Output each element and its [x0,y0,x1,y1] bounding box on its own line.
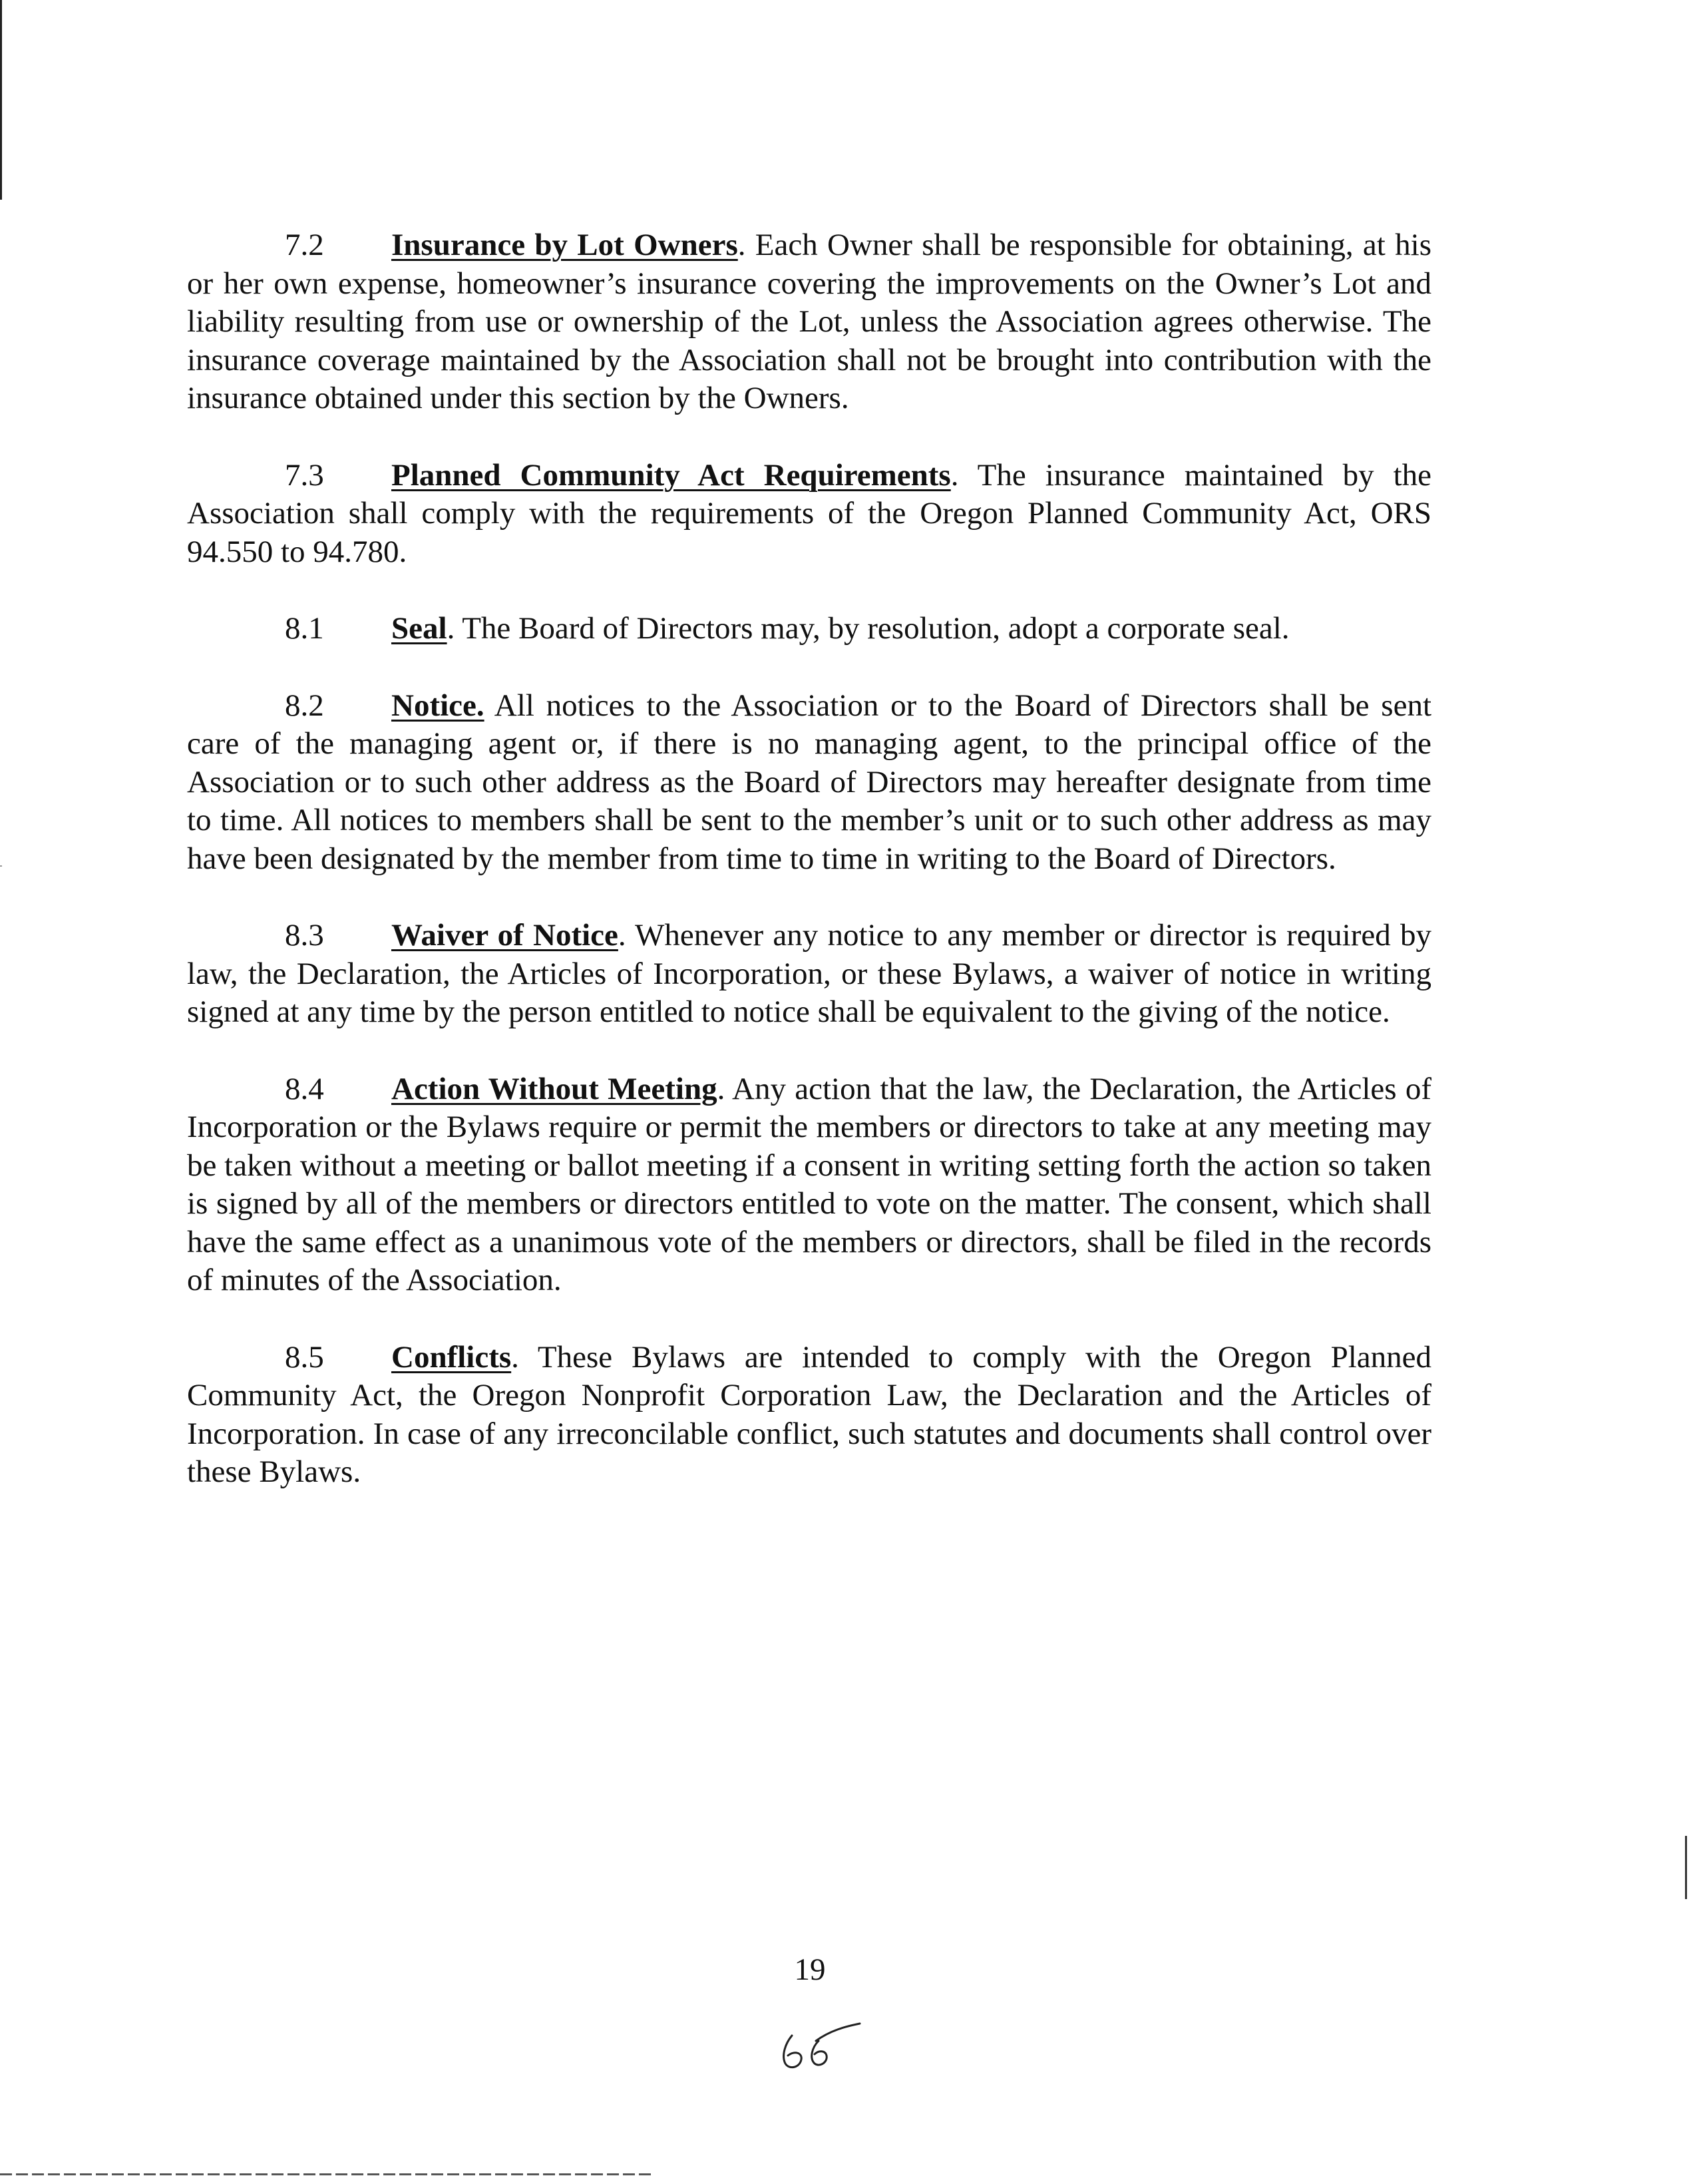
section-number: 8.5 [285,1339,324,1375]
section-text: . The insurance maintained by the Association shall comply with the requirements of the Oregon Planned Community Act, ORS 94.550 to 94.780. [187,457,1431,569]
section-number: 8.2 [285,688,324,723]
section-text: . These Bylaws are intended to comply with the Oregon Planned Community Act, the Oregon Nonprofit Corporation Law, the Declaration and the Articles of Incorporation. In case of any irreconcilable conflict, such statutes and documents shall control over these Bylaws. [187,1339,1431,1489]
section-heading: Insurance by Lot Owners [391,228,738,262]
scan-edge-left [0,0,2,2184]
section-8-5 [187,1339,1431,1492]
scan-edge-bottom [0,2173,652,2175]
section-heading: Seal [391,611,447,646]
section-text: All notices to the Association or to the Board of Directors shall be sent care of the managing agent or, if there is no managing agent, to the principal office of the Association or to such other address as the Board of Directors may hereafter designate from time to time. All notices to members shall be sent to the member’s unit or to such other address as may have been designated by the member from time to time in writing to the Board of Directors. [187,688,1431,876]
section-text: . Each Owner shall be responsible for obtaining, at his or her own expense, homeowner’s insurance covering the improvements on the Owner’s Lot and liability resulting from use or ownership of the Lot, unless the Association agrees otherwise. The insurance coverage maintained by the Association shall not be brought into contribution with the insurance obtained under this section by the Owners. [187,228,1431,415]
scan-edge-right [1685,1836,1687,1899]
section-text: . Whenever any notice to any member or director is required by law, the Declaration, the Articles of Incorporation, or these Bylaws, a waiver of notice in writing signed at any time by the person entitled to notice shall be equivalent to the giving of the notice. [187,918,1431,1029]
section-text: . Any action that the law, the Declaration, the Articles of Incorporation or the Bylaws require or permit the members or directors to take at any meeting may be taken without a meeting or ballot meeting if a consent in writing setting forth the action so taken is signed by all of the members or directors entitled to vote on the matter. The consent, which shall have the same effect as a unanimous vote of the members or directors, shall be filed in the records of minutes of the Association. [187,1071,1432,1297]
section-number: 7.2 [285,228,324,262]
section-number: 8.1 [285,611,324,646]
section-heading: Planned Community Act Requirements [391,457,951,493]
page-number: 19 [794,1952,826,1987]
handwritten-page-number [777,2021,864,2074]
section-number: 8.3 [285,918,324,953]
section-text: . The Board of Directors may, by resolution, adopt a corporate seal. [447,611,1290,646]
section-8-1 [187,610,1431,648]
section-8-2 [187,687,1431,879]
section-number: 7.3 [285,457,324,493]
section-heading: Waiver of Notice [391,918,618,953]
section-number: 8.4 [285,1071,324,1106]
document-body [187,226,1431,1530]
section-7-3 [187,457,1431,572]
section-8-4 [187,1070,1431,1300]
section-7-2 [187,226,1431,418]
section-8-3 [187,917,1431,1032]
section-heading: Action Without Meeting [391,1071,717,1106]
section-heading: Notice. [391,688,484,723]
section-heading: Conflicts [391,1339,512,1375]
